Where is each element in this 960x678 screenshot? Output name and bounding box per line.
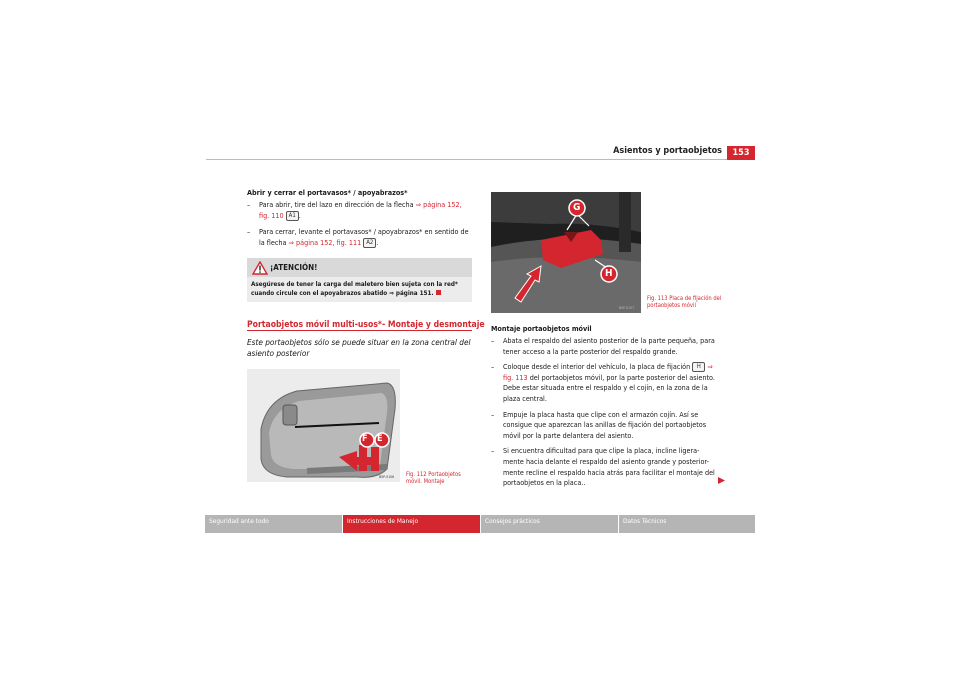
continue-arrow-icon[interactable] bbox=[717, 476, 726, 485]
subheading-portavasos: Abrir y cerrar el portavasos* / apoyabrazos* bbox=[247, 188, 408, 197]
figure-link[interactable]: ⇒ fig. 113 bbox=[503, 362, 713, 382]
page-link[interactable]: ⇒ página 152, fig. 110 bbox=[259, 200, 462, 220]
section-intro: Este portaobjetos sólo se puede situar en la zona central del asiento posterior bbox=[247, 337, 471, 358]
fixing-plate-illustration bbox=[491, 192, 641, 313]
header-rule bbox=[206, 159, 755, 160]
list-item: – Para cerrar, levante el portavasos* / apoyabrazos* en sentido de la flecha ⇒ página 152, fig. 111 A2 . bbox=[247, 227, 469, 247]
armrest-illustration bbox=[247, 369, 400, 482]
tab-datos-tecnicos[interactable]: Datos Técnicos bbox=[619, 515, 755, 533]
figure-113-caption: Fig. 113 Placa de fijación del portaobjetos móvil bbox=[647, 296, 722, 309]
subheading-montaje: Montaje portaobjetos móvil bbox=[491, 324, 592, 333]
right-list bbox=[491, 336, 717, 489]
footer-nav bbox=[205, 515, 755, 533]
list-item: – Empuje la placa hasta que clipe con el armazón cojín. Así se consigue que aparezcan las anillas de fijación del portaobjetos móvil por la parte delantera del asiento. bbox=[491, 409, 707, 440]
list-item: – Para abrir, tire del lazo en dirección de la flecha ⇒ página 152, fig. 110 A1 . bbox=[247, 200, 462, 220]
warning-triangle-icon bbox=[252, 261, 268, 275]
list-item: – Si encuentra dificultad para que clipe la placa, incline ligera-mente hacia delante el respaldo del asiento grande y posterior-mente recline el respaldo hacia atrás para facilitar el montaje del portaobjetos en la placa.. bbox=[491, 446, 715, 488]
tab-seguridad[interactable]: Seguridad ante todo bbox=[205, 515, 342, 533]
marker-a1-icon: A1 bbox=[286, 211, 299, 221]
end-mark-icon bbox=[436, 290, 441, 295]
figure-label-h: H bbox=[605, 268, 613, 279]
figure-label-e: E bbox=[377, 434, 383, 444]
page-link[interactable]: ⇒ página 152, fig. 111 bbox=[288, 237, 362, 247]
tab-consejos[interactable]: Consejos prácticos bbox=[481, 515, 618, 533]
figure-label-f: F bbox=[362, 434, 368, 444]
tab-instrucciones[interactable]: Instrucciones de Manejo bbox=[343, 515, 480, 533]
figure-112-caption: Fig. 112 Portaobjetos móvil. Montaje bbox=[406, 472, 461, 485]
list-item: – Coloque desde el interior del vehículo, la placa de fijación H ⇒ fig. 113 del portaobjetos móvil, por la parte posterior del asiento. Debe estar situada entre el respaldo y el cojín, en la zona de la plaza central. bbox=[491, 362, 715, 403]
warning-text: Asegúrese de tener la carga del maletero bien sujeta con la red* cuando circule con el apoyabrazos abatido ⇒ página 151. bbox=[251, 281, 458, 297]
page-number: 153 bbox=[727, 146, 755, 160]
figure-code: B5P-0107 bbox=[619, 306, 635, 310]
left-list bbox=[247, 200, 472, 248]
figure-112-image bbox=[247, 369, 400, 482]
section-title: Portaobjetos móvil multi-usos*- Montaje y desmontaje bbox=[247, 320, 485, 330]
marker-a2-icon: A2 bbox=[363, 238, 376, 248]
section-rule bbox=[247, 330, 472, 331]
list-item: – Abata el respaldo del asiento posterior de la parte pequeña, para tener acceso a la parte posterior del respaldo grande. bbox=[491, 336, 715, 356]
figure-113-image bbox=[491, 192, 641, 313]
marker-h-icon: H bbox=[692, 362, 705, 372]
figure-code: B5P-0106 bbox=[379, 475, 395, 479]
page-header-title: Asientos y portaobjetos bbox=[613, 146, 722, 156]
figure-label-g: G bbox=[573, 202, 581, 213]
warning-title: ¡ATENCIÓN! bbox=[270, 263, 318, 272]
